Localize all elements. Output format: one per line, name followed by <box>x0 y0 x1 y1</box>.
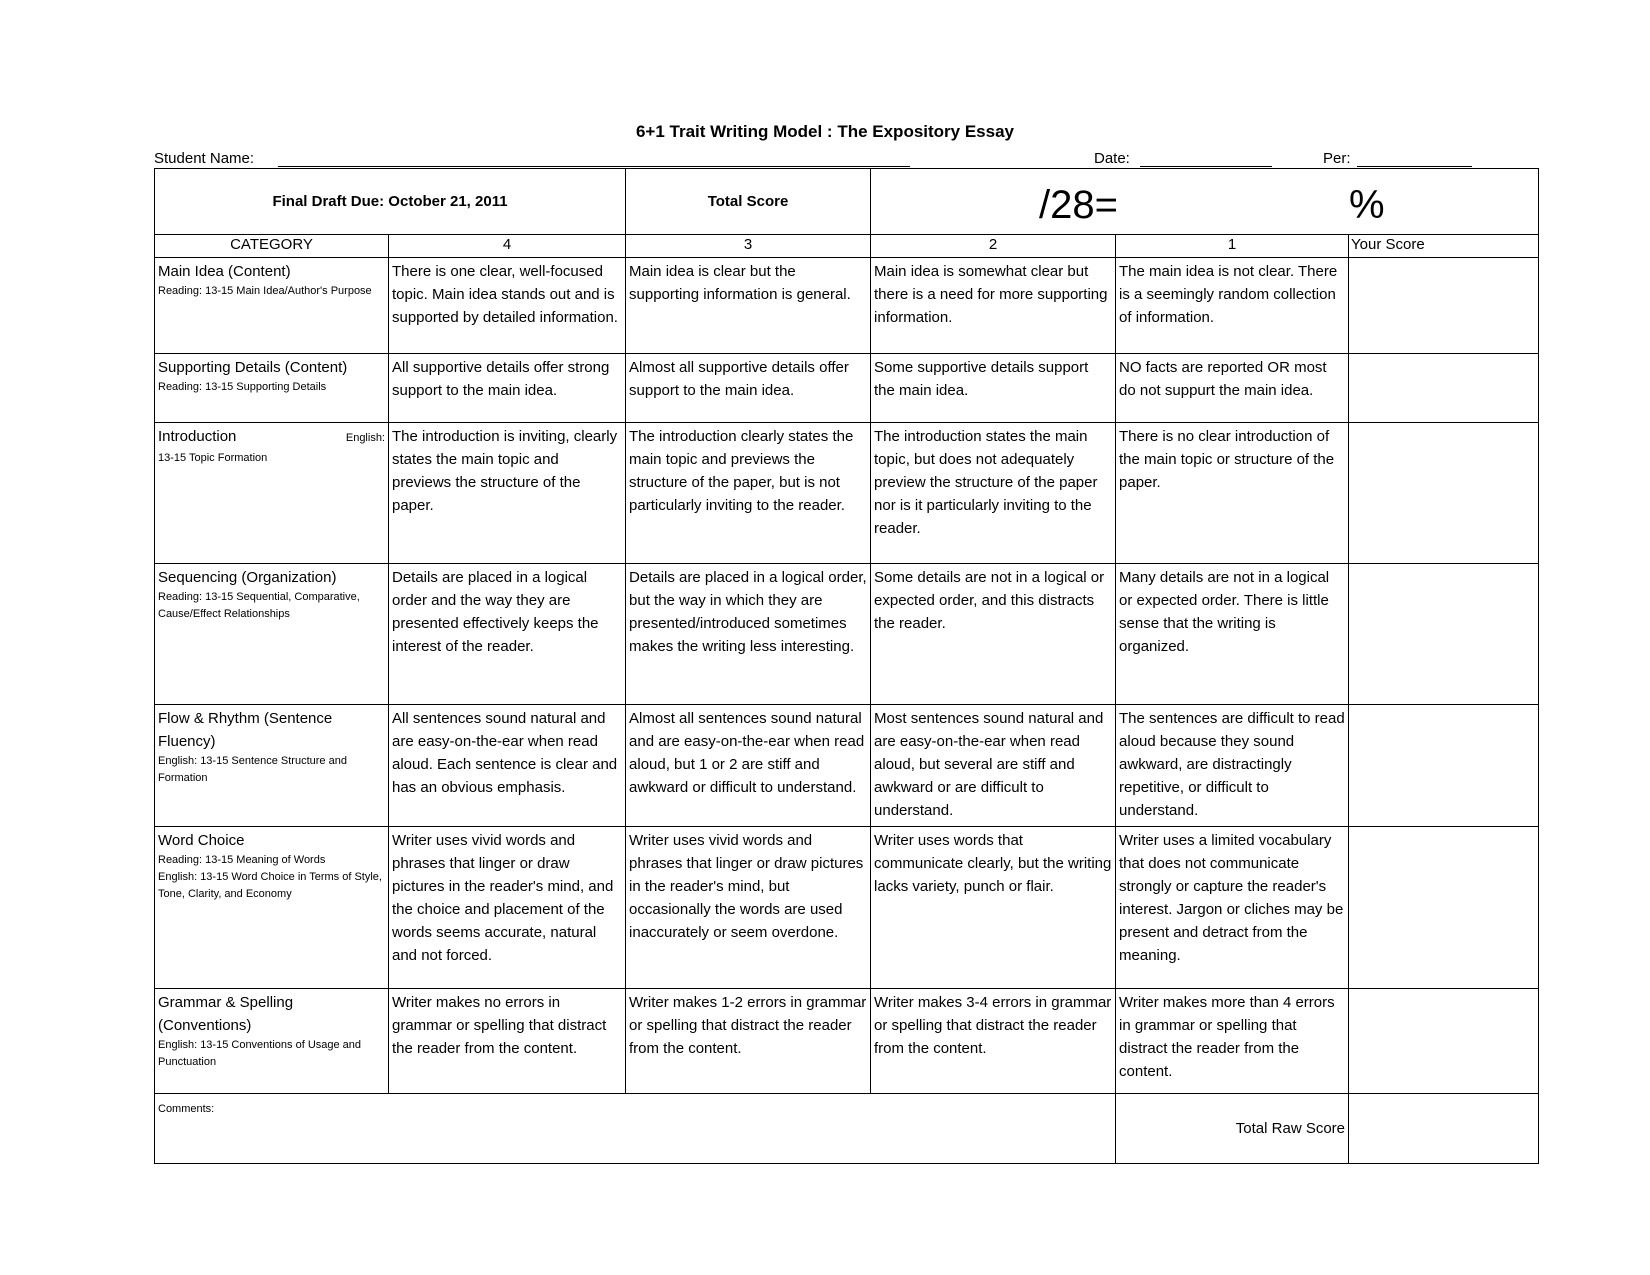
your-score-cell[interactable] <box>1349 705 1539 827</box>
score-fraction: /28= <box>1039 183 1118 227</box>
score-percent: % <box>1349 183 1385 227</box>
col-header-3: 3 <box>626 235 871 258</box>
criteria-cell-2: Some details are not in a logical or expected order, and this distracts the reader. <box>871 564 1116 705</box>
banner-row <box>155 169 1539 235</box>
date-label: Date: <box>1094 150 1130 167</box>
criteria-cell-2: Most sentences sound natural and are easy-on-the-ear when read aloud, but several are stiff and awkward or are difficult to understand. <box>871 705 1116 827</box>
table-row <box>155 354 1539 423</box>
table-row <box>155 423 1539 564</box>
category-name: Introduction <box>158 428 237 445</box>
col-header-2: 2 <box>871 235 1116 258</box>
category-name: Main Idea (Content) <box>158 263 291 280</box>
table-row <box>155 564 1539 705</box>
category-name: Grammar & Spelling (Conventions) <box>158 994 294 1034</box>
criteria-cell-2: Main idea is somewhat clear but there is a need for more supporting information. <box>871 258 1116 354</box>
your-score-cell[interactable] <box>1349 354 1539 423</box>
criteria-cell-4: Writer makes no errors in grammar or spelling that distract the reader from the content. <box>389 989 626 1094</box>
criteria-cell-1: The sentences are difficult to read aloud because they sound awkward, are distractingly repetitive, or difficult to understand. <box>1116 705 1349 827</box>
col-header-4: 4 <box>389 235 626 258</box>
your-score-cell[interactable] <box>1349 258 1539 354</box>
total-raw-score-label: Total Raw Score <box>1116 1094 1349 1164</box>
criteria-cell-2: Writer uses words that communicate clearly, but the writing lacks variety, punch or flair. <box>871 827 1116 989</box>
student-name-line <box>154 150 910 167</box>
comments-label: Comments: <box>158 1103 215 1115</box>
category-standard: Reading: 13-15 Supporting Details <box>158 381 327 393</box>
criteria-cell-4: The introduction is inviting, clearly states the main topic and previews the structure of the paper. <box>389 423 626 564</box>
category-standard: English: 13-15 Sentence Structure and Formation <box>158 755 347 784</box>
your-score-cell[interactable] <box>1349 423 1539 564</box>
due-date-cell: Final Draft Due: October 21, 2011 <box>155 169 626 235</box>
criteria-cell-3: Writer uses vivid words and phrases that linger or draw pictures in the reader's mind, but occasionally the words are used inaccurately or seem overdone. <box>626 827 871 989</box>
category-name: Supporting Details (Content) <box>158 359 348 376</box>
category-tag: English: <box>345 432 385 444</box>
criteria-cell-4: All sentences sound natural and are easy-on-the-ear when read aloud. Each sentence is clear and has an obvious emphasis. <box>389 705 626 827</box>
criteria-cell-2: Writer makes 3-4 errors in grammar or spelling that distract the reader from the content. <box>871 989 1116 1094</box>
date-line <box>1094 150 1272 167</box>
your-score-cell[interactable] <box>1349 989 1539 1094</box>
category-standard: Reading: 13-15 Sequential, Comparative, Cause/Effect Relationships <box>158 591 360 620</box>
per-blank[interactable] <box>1357 150 1472 167</box>
table-row <box>155 989 1539 1094</box>
category-cell <box>155 258 389 354</box>
per-line <box>1323 150 1472 167</box>
criteria-cell-1: Many details are not in a logical or expected order. There is little sense that the writing is organized. <box>1116 564 1349 705</box>
category-cell <box>155 989 389 1094</box>
criteria-cell-4: Details are placed in a logical order and the way they are presented effectively keeps the interest of the reader. <box>389 564 626 705</box>
category-cell <box>155 827 389 989</box>
table-row <box>155 827 1539 989</box>
category-cell <box>155 564 389 705</box>
score-cell[interactable] <box>871 169 1539 235</box>
table-row <box>155 258 1539 354</box>
student-name-label: Student Name: <box>154 150 255 167</box>
student-name-blank[interactable] <box>278 150 910 167</box>
criteria-cell-3: Main idea is clear but the supporting information is general. <box>626 258 871 354</box>
criteria-cell-1: Writer uses a limited vocabulary that does not communicate strongly or capture the reader's interest. Jargon or cliches may be present and detract from the meaning. <box>1116 827 1349 989</box>
your-score-cell[interactable] <box>1349 564 1539 705</box>
per-label: Per: <box>1323 150 1351 167</box>
category-standard: English: 13-15 Conventions of Usage and Punctuation <box>158 1039 362 1068</box>
col-header-category: CATEGORY <box>155 235 389 258</box>
col-header-your-score: Your Score <box>1349 235 1539 258</box>
category-standard: Reading: 13-15 Main Idea/Author's Purpose <box>158 285 372 297</box>
category-name: Word Choice <box>158 832 245 849</box>
date-blank[interactable] <box>1140 150 1272 167</box>
criteria-cell-2: The introduction states the main topic, but does not adequately preview the structure of the paper nor is it particularly inviting to the reader. <box>871 423 1116 564</box>
category-cell <box>155 354 389 423</box>
criteria-cell-3: The introduction clearly states the main topic and previews the structure of the paper, but is not particularly inviting to the reader. <box>626 423 871 564</box>
your-score-cell[interactable] <box>1349 827 1539 989</box>
criteria-cell-4: There is one clear, well-focused topic. Main idea stands out and is supported by detailed information. <box>389 258 626 354</box>
total-raw-score-cell[interactable] <box>1349 1094 1539 1164</box>
criteria-cell-1: There is no clear introduction of the main topic or structure of the paper. <box>1116 423 1349 564</box>
footer-row <box>155 1094 1539 1164</box>
category-standard-2: English: 13-15 Word Choice in Terms of Style, Tone, Clarity, and Economy <box>158 871 382 900</box>
category-name: Sequencing (Organization) <box>158 569 337 586</box>
document-title: 6+1 Trait Writing Model : The Expository Essay <box>635 122 1015 141</box>
criteria-cell-1: Writer makes more than 4 errors in grammar or spelling that distract the reader from the content. <box>1116 989 1349 1094</box>
col-header-1: 1 <box>1116 235 1349 258</box>
criteria-cell-1: NO facts are reported OR most do not suppurt the main idea. <box>1116 354 1349 423</box>
criteria-cell-3: Writer makes 1-2 errors in grammar or spelling that distract the reader from the content. <box>626 989 871 1094</box>
category-cell <box>155 705 389 827</box>
criteria-cell-4: Writer uses vivid words and phrases that linger or draw pictures in the reader's mind, and the choice and placement of the words seems accurate, natural and not forced. <box>389 827 626 989</box>
total-score-label: Total Score <box>626 169 871 235</box>
criteria-cell-3: Details are placed in a logical order, but the way in which they are presented/introduced sometimes makes the writing less interesting. <box>626 564 871 705</box>
criteria-cell-2: Some supportive details support the main idea. <box>871 354 1116 423</box>
criteria-cell-4: All supportive details offer strong support to the main idea. <box>389 354 626 423</box>
comments-cell[interactable] <box>155 1094 1116 1164</box>
criteria-cell-1: The main idea is not clear. There is a seemingly random collection of information. <box>1116 258 1349 354</box>
table-row <box>155 705 1539 827</box>
category-standard: 13-15 Topic Formation <box>158 452 268 464</box>
criteria-cell-3: Almost all sentences sound natural and are easy-on-the-ear when read aloud, but 1 or 2 are stiff and awkward or difficult to understand. <box>626 705 871 827</box>
category-name: Flow & Rhythm (Sentence Fluency) <box>158 710 333 750</box>
column-header-row <box>155 235 1539 258</box>
category-standard: Reading: 13-15 Meaning of Words <box>158 854 326 866</box>
criteria-cell-3: Almost all supportive details offer support to the main idea. <box>626 354 871 423</box>
rubric-table <box>154 168 1539 1164</box>
category-cell <box>155 423 389 564</box>
